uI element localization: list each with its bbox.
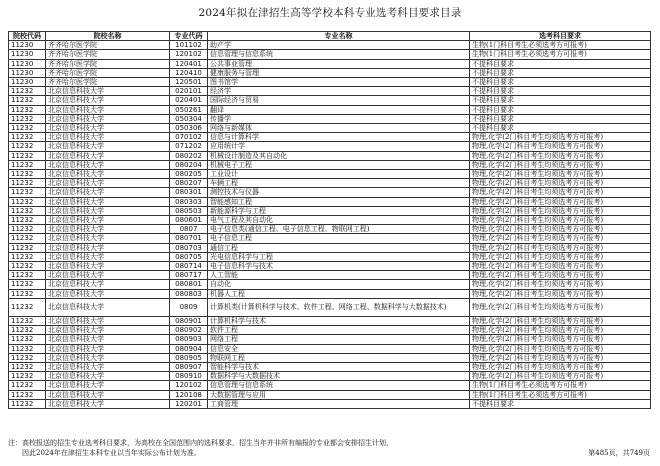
table-row <box>9 362 651 371</box>
table-row <box>9 399 651 408</box>
school-code-cell: 11230 <box>9 59 46 68</box>
school-name-cell: 北京信息科技大学 <box>46 298 170 316</box>
major-name-cell: 测控技术与仪器 <box>208 188 470 197</box>
major-code-cell: 080907 <box>170 362 208 371</box>
major-name-cell: 信息与计算科学 <box>208 133 470 142</box>
school-name-cell: 北京信息科技大学 <box>46 170 170 179</box>
subject-requirement-cell: 物理,化学(2门科目考生均须选考方可报考) <box>470 344 651 353</box>
table-row <box>9 170 651 179</box>
school-code-cell: 11232 <box>9 151 46 160</box>
major-code-cell: 050261 <box>170 105 208 114</box>
school-name-cell: 北京信息科技大学 <box>46 114 170 123</box>
school-name-cell: 北京信息科技大学 <box>46 197 170 206</box>
subject-requirement-cell: 不提科目要求 <box>470 68 651 77</box>
subject-requirement-cell: 物理,化学(2门科目考生均须选考方可报考) <box>470 133 651 142</box>
table-row <box>9 87 651 96</box>
table-row <box>9 271 651 280</box>
subject-requirement-cell: 物理,化学(2门科目考生均须选考方可报考) <box>470 243 651 252</box>
header-major-name: 专业名称 <box>208 32 470 41</box>
table-row <box>9 105 651 114</box>
major-name-cell: 数据科学与大数据技术 <box>208 372 470 381</box>
school-code-cell: 11232 <box>9 160 46 169</box>
school-name-cell: 北京信息科技大学 <box>46 316 170 325</box>
table-row <box>9 280 651 289</box>
major-name-cell: 国际经济与贸易 <box>208 96 470 105</box>
subject-requirement-cell: 不提科目要求 <box>470 78 651 87</box>
school-code-cell: 11232 <box>9 252 46 261</box>
school-name-cell: 北京信息科技大学 <box>46 252 170 261</box>
major-code-cell: 080717 <box>170 271 208 280</box>
table-row <box>9 179 651 188</box>
school-code-cell: 11232 <box>9 225 46 234</box>
school-code-cell: 11232 <box>9 353 46 362</box>
major-name-cell: 自动化 <box>208 280 470 289</box>
school-name-cell: 北京信息科技大学 <box>46 206 170 215</box>
school-code-cell: 11232 <box>9 170 46 179</box>
table-row <box>9 298 651 316</box>
table-row <box>9 344 651 353</box>
major-name-cell: 新能源科学与工程 <box>208 206 470 215</box>
major-code-cell: 020101 <box>170 87 208 96</box>
subject-requirement-cell: 物理,化学(2门科目考生均须选考方可报考) <box>470 316 651 325</box>
requirements-table <box>8 31 651 409</box>
school-name-cell: 北京信息科技大学 <box>46 262 170 271</box>
major-code-cell: 080202 <box>170 151 208 160</box>
table-row <box>9 68 651 77</box>
page-number: 第485页，共749页 <box>588 449 650 457</box>
major-code-cell: 020401 <box>170 96 208 105</box>
school-name-cell: 北京信息科技大学 <box>46 344 170 353</box>
table-row <box>9 262 651 271</box>
school-name-cell: 北京信息科技大学 <box>46 390 170 399</box>
school-name-cell: 北京信息科技大学 <box>46 362 170 371</box>
header-subject-requirement: 选考科目要求 <box>470 32 651 41</box>
major-code-cell: 080803 <box>170 289 208 298</box>
header-school-code: 院校代码 <box>9 32 46 41</box>
school-code-cell: 11232 <box>9 124 46 133</box>
table-row <box>9 78 651 87</box>
school-code-cell: 11232 <box>9 216 46 225</box>
major-name-cell: 经济学 <box>208 87 470 96</box>
school-code-cell: 11232 <box>9 344 46 353</box>
school-name-cell: 北京信息科技大学 <box>46 151 170 160</box>
major-name-cell: 计算机科学与技术 <box>208 316 470 325</box>
major-name-cell: 健康服务与管理 <box>208 68 470 77</box>
table-row <box>9 225 651 234</box>
subject-requirement-cell: 物理,化学(2门科目考生均须选考方可报考) <box>470 262 651 271</box>
major-code-cell: 080910 <box>170 372 208 381</box>
table-row <box>9 59 651 68</box>
major-name-cell: 网络工程 <box>208 335 470 344</box>
subject-requirement-cell: 生物(1门科目考生必须选考方可报考) <box>470 390 651 399</box>
school-code-cell: 11232 <box>9 399 46 408</box>
school-name-cell: 北京信息科技大学 <box>46 353 170 362</box>
school-name-cell: 北京信息科技大学 <box>46 372 170 381</box>
table-row <box>9 289 651 298</box>
major-name-cell: 图书馆学 <box>208 78 470 87</box>
school-name-cell: 北京信息科技大学 <box>46 96 170 105</box>
table-row <box>9 252 651 261</box>
school-code-cell: 11230 <box>9 78 46 87</box>
subject-requirement-cell: 物理,化学(2门科目考生均须选考方可报考) <box>470 151 651 160</box>
table-row <box>9 96 651 105</box>
subject-requirement-cell: 物理,化学(2门科目考生均须选考方可报考) <box>470 362 651 371</box>
major-name-cell: 信息管理与信息系统 <box>208 381 470 390</box>
major-code-cell: 080701 <box>170 234 208 243</box>
table-row <box>9 50 651 59</box>
subject-requirement-cell: 生物(1门科目考生必须选考方可报考) <box>470 41 651 50</box>
school-code-cell: 11232 <box>9 206 46 215</box>
major-code-cell: 080301 <box>170 188 208 197</box>
major-name-cell: 助产学 <box>208 41 470 50</box>
subject-requirement-cell: 不提科目要求 <box>470 105 651 114</box>
subject-requirement-cell: 物理,化学(2门科目考生均须选考方可报考) <box>470 179 651 188</box>
footnote-line-1: 注：高校报送的招生专业选考科目要求，为高校在全国范围内的选科要求，招生当年并非所有编报的专业都会安排招生计划， <box>8 439 393 447</box>
subject-requirement-cell: 物理,化学(2门科目考生均须选考方可报考) <box>470 271 651 280</box>
major-name-cell: 工业设计 <box>208 170 470 179</box>
subject-requirement-cell: 不提科目要求 <box>470 124 651 133</box>
major-code-cell: 080204 <box>170 160 208 169</box>
table-row <box>9 353 651 362</box>
school-name-cell: 齐齐哈尔医学院 <box>46 50 170 59</box>
major-code-cell: 120501 <box>170 78 208 87</box>
table-row <box>9 151 651 160</box>
subject-requirement-cell: 生物(1门科目考生必须选考方可报考) <box>470 381 651 390</box>
school-name-cell: 北京信息科技大学 <box>46 179 170 188</box>
major-code-cell: 080205 <box>170 170 208 179</box>
major-name-cell: 应用统计学 <box>208 142 470 151</box>
major-code-cell: 120108 <box>170 390 208 399</box>
page-title: 2024年拟在津招生高等学校本科专业选考科目要求目录 <box>198 7 462 19</box>
school-name-cell: 齐齐哈尔医学院 <box>46 59 170 68</box>
major-code-cell: 0809 <box>170 298 208 316</box>
major-code-cell: 080801 <box>170 280 208 289</box>
subject-requirement-cell: 物理,化学(2门科目考生均须选考方可报考) <box>470 372 651 381</box>
subject-requirement-cell: 物理,化学(2门科目考生均须选考方可报考) <box>470 234 651 243</box>
major-name-cell: 机器人工程 <box>208 289 470 298</box>
table-header-row <box>9 32 651 41</box>
subject-requirement-cell: 物理,化学(2门科目考生均须选考方可报考) <box>470 216 651 225</box>
subject-requirement-cell: 物理,化学(2门科目考生均须选考方可报考) <box>470 197 651 206</box>
school-code-cell: 11232 <box>9 179 46 188</box>
table-row <box>9 188 651 197</box>
school-name-cell: 北京信息科技大学 <box>46 335 170 344</box>
school-name-cell: 齐齐哈尔医学院 <box>46 68 170 77</box>
major-name-cell: 电子信息工程 <box>208 234 470 243</box>
school-code-cell: 11232 <box>9 335 46 344</box>
major-name-cell: 智能感知工程 <box>208 197 470 206</box>
table-row <box>9 372 651 381</box>
table-row <box>9 326 651 335</box>
major-code-cell: 080207 <box>170 179 208 188</box>
major-code-cell: 080503 <box>170 206 208 215</box>
major-code-cell: 080902 <box>170 326 208 335</box>
table-row <box>9 335 651 344</box>
major-code-cell: 080903 <box>170 335 208 344</box>
school-code-cell: 11232 <box>9 298 46 316</box>
school-code-cell: 11232 <box>9 87 46 96</box>
major-name-cell: 机械电子工程 <box>208 160 470 169</box>
school-name-cell: 北京信息科技大学 <box>46 160 170 169</box>
school-name-cell: 北京信息科技大学 <box>46 105 170 114</box>
school-code-cell: 11232 <box>9 381 46 390</box>
table-row <box>9 381 651 390</box>
major-code-cell: 080904 <box>170 344 208 353</box>
major-code-cell: 050306 <box>170 124 208 133</box>
major-code-cell: 080303 <box>170 197 208 206</box>
school-code-cell: 11230 <box>9 50 46 59</box>
subject-requirement-cell: 不提科目要求 <box>470 59 651 68</box>
subject-requirement-cell: 物理,化学(2门科目考生均须选考方可报考) <box>470 335 651 344</box>
major-name-cell: 人工智能 <box>208 271 470 280</box>
major-name-cell: 电气工程及其自动化 <box>208 216 470 225</box>
major-name-cell: 工商管理 <box>208 399 470 408</box>
table-row <box>9 197 651 206</box>
major-code-cell: 050304 <box>170 114 208 123</box>
subject-requirement-cell: 物理,化学(2门科目考生均须选考方可报考) <box>470 280 651 289</box>
table-row <box>9 206 651 215</box>
school-name-cell: 北京信息科技大学 <box>46 216 170 225</box>
school-code-cell: 11232 <box>9 114 46 123</box>
subject-requirement-cell: 物理,化学(2门科目考生均须选考方可报考) <box>470 188 651 197</box>
major-code-cell: 120201 <box>170 399 208 408</box>
school-name-cell: 北京信息科技大学 <box>46 133 170 142</box>
school-name-cell: 北京信息科技大学 <box>46 225 170 234</box>
school-code-cell: 11232 <box>9 243 46 252</box>
school-name-cell: 北京信息科技大学 <box>46 399 170 408</box>
school-name-cell: 齐齐哈尔医学院 <box>46 78 170 87</box>
school-code-cell: 11232 <box>9 96 46 105</box>
major-name-cell: 电子信息类(通信工程、电子信息工程、物联网工程) <box>208 225 470 234</box>
school-code-cell: 11232 <box>9 197 46 206</box>
table-row <box>9 243 651 252</box>
table-row <box>9 316 651 325</box>
major-name-cell: 车辆工程 <box>208 179 470 188</box>
major-code-cell: 120102 <box>170 50 208 59</box>
major-code-cell: 080705 <box>170 252 208 261</box>
header-school-name: 院校名称 <box>46 32 170 41</box>
school-code-cell: 11232 <box>9 142 46 151</box>
major-name-cell: 电子信息科学与技术 <box>208 262 470 271</box>
school-code-cell: 11232 <box>9 105 46 114</box>
school-code-cell: 11232 <box>9 362 46 371</box>
major-name-cell: 软件工程 <box>208 326 470 335</box>
table-row <box>9 133 651 142</box>
footnote <box>8 438 568 458</box>
school-code-cell: 11230 <box>9 68 46 77</box>
major-name-cell: 大数据管理与应用 <box>208 390 470 399</box>
school-code-cell: 11232 <box>9 234 46 243</box>
table-row <box>9 234 651 243</box>
school-code-cell: 11232 <box>9 326 46 335</box>
major-code-cell: 070102 <box>170 133 208 142</box>
major-code-cell: 120102 <box>170 381 208 390</box>
school-code-cell: 11232 <box>9 280 46 289</box>
table-row <box>9 41 651 50</box>
school-code-cell: 11232 <box>9 271 46 280</box>
subject-requirement-cell: 物理,化学(2门科目考生均须选考方可报考) <box>470 160 651 169</box>
major-name-cell: 信息管理与信息系统 <box>208 50 470 59</box>
subject-requirement-cell: 生物(1门科目考生必须选考方可报考) <box>470 50 651 59</box>
subject-requirement-cell: 物理,化学(2门科目考生均须选考方可报考) <box>470 170 651 179</box>
major-name-cell: 传播学 <box>208 114 470 123</box>
table-row <box>9 390 651 399</box>
school-name-cell: 北京信息科技大学 <box>46 87 170 96</box>
school-code-cell: 11232 <box>9 188 46 197</box>
major-name-cell: 智能科学与技术 <box>208 362 470 371</box>
school-name-cell: 北京信息科技大学 <box>46 142 170 151</box>
subject-requirement-cell: 物理,化学(2门科目考生均须选考方可报考) <box>470 252 651 261</box>
school-code-cell: 11232 <box>9 372 46 381</box>
major-name-cell: 信息安全 <box>208 344 470 353</box>
subject-requirement-cell: 物理,化学(2门科目考生均须选考方可报考) <box>470 326 651 335</box>
major-name-cell: 网络与新媒体 <box>208 124 470 133</box>
major-code-cell: 071202 <box>170 142 208 151</box>
major-code-cell: 101102 <box>170 41 208 50</box>
major-code-cell: 120410 <box>170 68 208 77</box>
major-name-cell: 翻译 <box>208 105 470 114</box>
school-code-cell: 11232 <box>9 133 46 142</box>
school-code-cell: 11230 <box>9 41 46 50</box>
header-major-code: 专业代码 <box>170 32 208 41</box>
school-code-cell: 11232 <box>9 289 46 298</box>
major-code-cell: 080901 <box>170 316 208 325</box>
school-name-cell: 北京信息科技大学 <box>46 381 170 390</box>
table-row <box>9 142 651 151</box>
footnote-line-2: 因此2024年在津招生本科专业以当年实际公布计划为准。 <box>22 449 201 457</box>
major-name-cell: 公共事业管理 <box>208 59 470 68</box>
subject-requirement-cell: 不提科目要求 <box>470 87 651 96</box>
subject-requirement-cell: 物理,化学(2门科目考生均须选考方可报考) <box>470 142 651 151</box>
school-code-cell: 11232 <box>9 390 46 399</box>
major-code-cell: 0807 <box>170 225 208 234</box>
major-name-cell: 机械设计制造及其自动化 <box>208 151 470 160</box>
subject-requirement-cell: 物理,化学(2门科目考生均须选考方可报考) <box>470 206 651 215</box>
school-name-cell: 北京信息科技大学 <box>46 326 170 335</box>
subject-requirement-cell: 物理,化学(2门科目考生均须选考方可报考) <box>470 298 651 316</box>
school-name-cell: 北京信息科技大学 <box>46 243 170 252</box>
major-code-cell: 080601 <box>170 216 208 225</box>
school-code-cell: 11232 <box>9 316 46 325</box>
major-code-cell: 120401 <box>170 59 208 68</box>
school-name-cell: 北京信息科技大学 <box>46 188 170 197</box>
school-name-cell: 北京信息科技大学 <box>46 280 170 289</box>
subject-requirement-cell: 物理,化学(2门科目考生均须选考方可报考) <box>470 225 651 234</box>
school-name-cell: 北京信息科技大学 <box>46 124 170 133</box>
school-name-cell: 北京信息科技大学 <box>46 289 170 298</box>
table-row <box>9 114 651 123</box>
subject-requirement-cell: 物理,化学(2门科目考生均须选考方可报考) <box>470 289 651 298</box>
school-name-cell: 北京信息科技大学 <box>46 271 170 280</box>
subject-requirement-cell: 不提科目要求 <box>470 114 651 123</box>
subject-requirement-cell: 不提科目要求 <box>470 399 651 408</box>
school-name-cell: 齐齐哈尔医学院 <box>46 41 170 50</box>
major-name-cell: 光电信息科学与工程 <box>208 252 470 261</box>
table-row <box>9 124 651 133</box>
major-code-cell: 080905 <box>170 353 208 362</box>
major-name-cell: 计算机类(计算机科学与技术、软件工程、网络工程、数据科学与大数据技术) <box>208 298 470 316</box>
school-code-cell: 11232 <box>9 262 46 271</box>
subject-requirement-cell: 不提科目要求 <box>470 96 651 105</box>
school-name-cell: 北京信息科技大学 <box>46 234 170 243</box>
table-row <box>9 216 651 225</box>
major-code-cell: 080714 <box>170 262 208 271</box>
table-row <box>9 160 651 169</box>
major-name-cell: 通信工程 <box>208 243 470 252</box>
major-code-cell: 080703 <box>170 243 208 252</box>
subject-requirement-cell: 物理,化学(2门科目考生均须选考方可报考) <box>470 353 651 362</box>
major-name-cell: 物联网工程 <box>208 353 470 362</box>
